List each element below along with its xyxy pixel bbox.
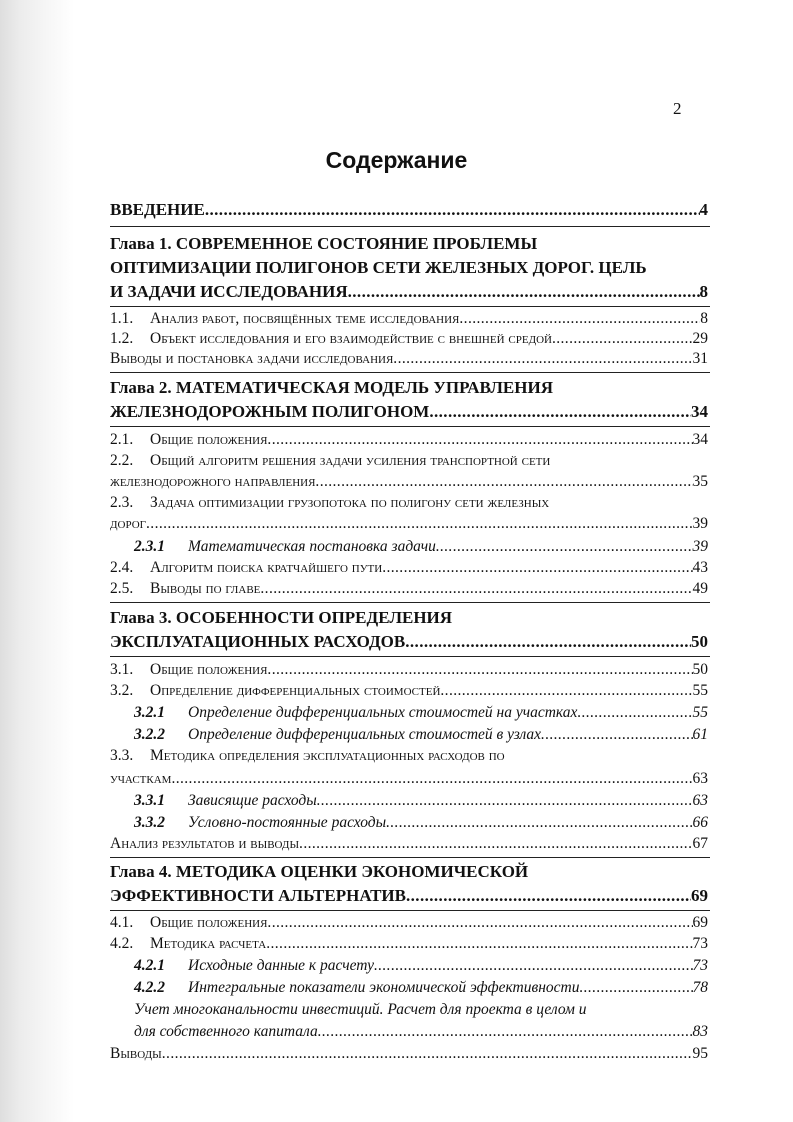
toc-page-number: 35 [692, 473, 708, 490]
toc-page-number: 73 [692, 957, 708, 974]
toc-entry-intro[interactable] [110, 200, 708, 220]
dot-leader [393, 350, 692, 368]
toc-entry-3-3-1[interactable] [134, 792, 708, 810]
section-number: 2.4. [110, 559, 134, 576]
dot-leader [436, 538, 693, 556]
section-divider [110, 226, 710, 227]
toc-entry-chapter-1[interactable] [110, 282, 708, 302]
toc-entry-label: Выводы [110, 1045, 162, 1062]
toc-entry-label: Методика определения эксплуатационных расходов по [150, 747, 505, 764]
chapter-1-title-line-2[interactable]: ОПТИМИЗАЦИИ ПОЛИГОНОВ СЕТИ ЖЕЛЕЗНЫХ ДОРОГ. ЦЕЛЬ [110, 258, 647, 277]
dot-leader [386, 814, 692, 832]
toc-entry-3-2-1[interactable] [134, 704, 708, 722]
dot-leader [348, 282, 700, 302]
section-number: 3.3. [110, 747, 134, 764]
toc-page-number: 4 [699, 200, 708, 219]
toc-entry-label: Анализ результатов и выводы [110, 835, 300, 852]
toc-entry-label: Зависящие расходы [188, 792, 317, 809]
toc-entry-label: ЭКСПЛУАТАЦИОННЫХ РАСХОДОВ [110, 632, 406, 651]
toc-page-number: 55 [692, 682, 708, 699]
dot-leader [541, 726, 692, 744]
section-number: 1.1. [110, 310, 134, 327]
page-title: Содержание [325, 147, 468, 173]
toc-entry-3-conclusions[interactable] [110, 835, 708, 853]
subsection-number: 3.2.1 [134, 704, 165, 721]
toc-page-number: 66 [692, 814, 708, 831]
toc-page-number: 50 [692, 661, 708, 678]
toc-page-number: 55 [692, 704, 708, 721]
dot-leader [205, 200, 700, 220]
toc-entry-4-2-2[interactable] [134, 979, 708, 997]
toc-page-number: 39 [692, 538, 708, 555]
toc-entry-3-3-line-1[interactable] [110, 747, 505, 765]
toc-page-number: 39 [692, 515, 708, 532]
toc-entry-3-3-2[interactable] [134, 814, 708, 832]
dot-leader [374, 957, 693, 975]
dot-leader [267, 431, 692, 449]
toc-page-number: 49 [692, 580, 708, 597]
section-number: 2.3. [110, 494, 134, 511]
toc-page-number: 73 [692, 935, 708, 952]
toc-entry-label: Условно-постоянные расходы [188, 814, 387, 831]
chapter-2-title-line-1[interactable]: Глава 2. МАТЕМАТИЧЕСКАЯ МОДЕЛЬ УПРАВЛЕНИЯ [110, 378, 553, 397]
toc-page-number: 67 [692, 835, 708, 852]
toc-entry-label: Определение дифференциальных стоимостей в узлах [188, 726, 542, 743]
toc-entry-2-3-line-1[interactable] [110, 494, 549, 512]
toc-entry-3-2-2[interactable] [134, 726, 708, 744]
section-number: 4.2. [110, 935, 134, 952]
toc-entry-4-2-3[interactable] [134, 1023, 708, 1041]
section-number: 2.5. [110, 580, 134, 597]
section-number: 3.2. [110, 682, 134, 699]
section-divider [110, 426, 710, 427]
subsection-number: 3.3.2 [134, 814, 165, 831]
dot-leader [429, 402, 691, 422]
toc-page-number: 63 [692, 792, 708, 809]
toc-entry-3-3[interactable] [110, 770, 708, 788]
toc-entry-4-2-1[interactable] [134, 957, 708, 975]
dot-leader [267, 914, 692, 932]
toc-entry-4-1[interactable] [110, 914, 708, 932]
toc-entry-label: Общий алгоритм решения задачи усиления транспортной сети [150, 452, 551, 469]
toc-entry-2-3[interactable] [110, 515, 708, 533]
dot-leader [267, 661, 692, 679]
subsection-number: 2.3.1 [134, 538, 165, 555]
dot-leader [577, 704, 692, 722]
dot-leader [459, 310, 700, 328]
section-divider [110, 372, 710, 373]
toc-entry-label: Объект исследования и его взаимодействие с внешней средой [150, 330, 552, 347]
dot-leader [405, 632, 691, 652]
toc-entry-label: Общие положения [150, 914, 268, 931]
toc-entry-label: Алгоритм поиска кратчайшего пути [150, 559, 383, 576]
toc-page-number: 83 [692, 1023, 708, 1040]
dot-leader [382, 559, 692, 577]
section-number: 3.1. [110, 661, 134, 678]
subsection-number: 4.2.1 [134, 957, 165, 974]
section-number: 1.2. [110, 330, 134, 347]
dot-leader [579, 979, 692, 997]
dot-leader [299, 835, 692, 853]
dot-leader [552, 330, 693, 348]
toc-entry-label: ЭФФЕКТИВНОСТИ АЛЬТЕРНАТИВ [110, 886, 406, 905]
toc-entry-chapter-4[interactable] [110, 886, 708, 906]
toc-entry-label: Выводы и постановка задачи исследования [110, 350, 394, 367]
section-number: 2.1. [110, 431, 134, 448]
toc-page-number: 34 [692, 431, 708, 448]
subsection-number: 3.3.1 [134, 792, 165, 809]
dot-leader [260, 580, 692, 598]
chapter-1-title-line-1[interactable]: Глава 1. СОВРЕМЕННОЕ СОСТОЯНИЕ ПРОБЛЕМЫ [110, 234, 538, 253]
dot-leader [171, 770, 692, 788]
toc-entry-3-1[interactable] [110, 661, 708, 679]
subsection-number: 3.2.2 [134, 726, 165, 743]
toc-page-number: 8 [700, 310, 708, 327]
toc-entry-label: Определение дифференциальных стоимостей [150, 682, 441, 699]
toc-page-number: 78 [692, 979, 708, 996]
dot-leader [162, 1045, 693, 1063]
toc-page-number: 29 [692, 330, 708, 347]
chapter-4-title-line-1[interactable]: Глава 4. МЕТОДИКА ОЦЕНКИ ЭКОНОМИЧЕСКОЙ [110, 862, 529, 881]
toc-entry-2-3-1[interactable] [134, 538, 708, 556]
toc-page-number: 69 [691, 886, 708, 905]
toc-entry-label: Методика расчета [150, 935, 267, 952]
toc-entry-label: Исходные данные к расчету [188, 957, 374, 974]
chapter-3-title-line-1[interactable]: Глава 3. ОСОБЕННОСТИ ОПРЕДЕЛЕНИЯ [110, 608, 453, 627]
toc-entry-label: участкам [110, 770, 172, 787]
toc-entry-3-2[interactable] [110, 682, 708, 700]
toc-page-number: 43 [692, 559, 708, 576]
toc-entry-label: Выводы по главе [150, 580, 261, 597]
toc-entry-label: дорог [110, 515, 147, 532]
section-divider [110, 602, 710, 603]
dot-leader [266, 935, 692, 953]
toc-entry-1-conclusions[interactable] [110, 350, 708, 368]
dot-leader [440, 682, 692, 700]
section-divider [110, 306, 710, 307]
toc-entry-1-2[interactable] [110, 330, 708, 348]
subsection-number: 4.2.2 [134, 979, 165, 996]
section-divider [110, 656, 710, 657]
toc-entry-2-2[interactable] [110, 473, 708, 491]
toc-entry-label: ЖЕЛЕЗНОДОРОЖНЫМ ПОЛИГОНОМ [110, 402, 430, 421]
toc-entry-label: Определение дифференциальных стоимостей на участках [188, 704, 578, 721]
toc-entry-label: железнодорожного направления [110, 473, 316, 490]
toc-page-number: 61 [692, 726, 708, 743]
toc-entry-2-2-line-1[interactable] [110, 452, 550, 470]
toc-page-number: 34 [691, 402, 708, 421]
section-number: 2.2. [110, 452, 134, 469]
toc-entry-label: ВВЕДЕНИЕ [110, 200, 205, 219]
toc-entry-4-2[interactable] [110, 935, 708, 953]
toc-entry-4-2-3-line-1[interactable]: Учет многоканальности инвестиций. Расчет для проекта в целом и [134, 1001, 587, 1018]
toc-entry-2-5[interactable] [110, 580, 708, 598]
dot-leader [406, 886, 691, 906]
toc-page-number: 63 [692, 770, 708, 787]
toc-entry-1-1[interactable] [110, 310, 708, 328]
dot-leader [318, 1023, 693, 1041]
toc-entry-2-1[interactable] [110, 431, 708, 449]
toc-entry-label: для собственного капитала [134, 1023, 318, 1040]
dot-leader [146, 515, 692, 533]
toc-entry-label: Общие положения [150, 661, 268, 678]
toc-entry-label: Анализ работ, посвящённых теме исследования [150, 310, 460, 327]
toc-entry-label: Математическая постановка задачи [188, 538, 436, 555]
toc-entry-label: И ЗАДАЧИ ИССЛЕДОВАНИЯ [110, 282, 348, 301]
toc-page-number: 69 [692, 914, 708, 931]
toc-page-number: 31 [692, 350, 708, 367]
toc-entry-chapter-3[interactable] [110, 632, 708, 652]
toc-page-number: 95 [692, 1045, 708, 1062]
toc-entry-4-conclusions[interactable] [110, 1045, 708, 1063]
toc-entry-2-4[interactable] [110, 559, 708, 577]
toc-entry-label: Общие положения [150, 431, 268, 448]
dot-leader [315, 473, 692, 491]
toc-page-number: 50 [691, 632, 708, 651]
toc-entry-chapter-2[interactable] [110, 402, 708, 422]
page-number: 2 [673, 99, 682, 118]
toc-entry-label: Интегральные показатели экономической эффективности [188, 979, 580, 996]
dot-leader [317, 792, 693, 810]
section-number: 4.1. [110, 914, 134, 931]
toc-entry-label: Задача оптимизации грузопотока по полигону сети железных [150, 494, 550, 511]
section-divider [110, 910, 710, 911]
section-divider [110, 857, 710, 858]
toc-page-number: 8 [699, 282, 708, 301]
